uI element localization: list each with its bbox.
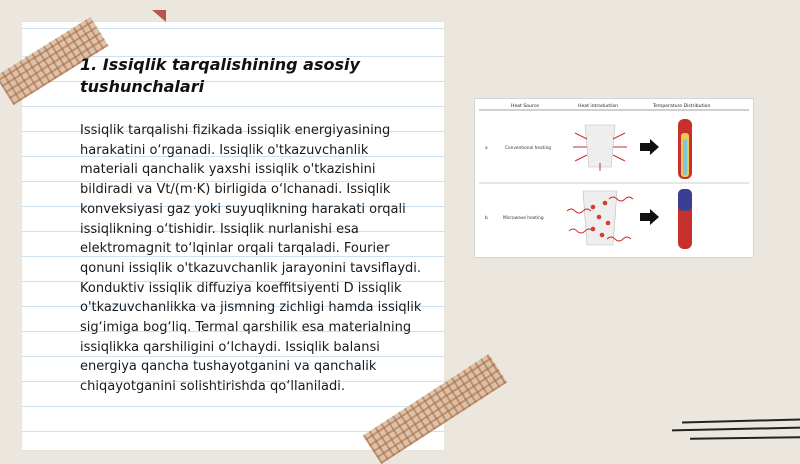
figure-header-source: Heat Source [511, 104, 540, 109]
slide-title: 1. Issiqlik tarqalishining asosiy tushunchalari [80, 55, 360, 96]
arrow-icon-a [640, 139, 659, 155]
conventional-heating-diagram [573, 125, 627, 171]
figure-row-b-label: Microwave heating [503, 216, 544, 221]
slide-body-text: Issiqlik tarqalishi fizikada issiqlik energiyasining harakatini o‘rganadi. Issiqlik o'tkazuvchanlik materiali qanchalik yaxshi issiqlik o'tkazishini bildiradi va Vt/(m·K) birligida o‘lchanadi. Issiqlik konveksiyasi gaz yoki suyuqlikning harakati orqali issiqlikning o‘tishidir. Issiqlik nurlanishi esa elektromagnit to‘lqinlar orqali tarqaladi. Fourier qonuni issiqlik o'tkazuvchanlik jarayonini tavsiflaydi. Konduktiv issiqlik diffuziya koeffitsiyenti D issiqlik o'tkazuvchanlikka va jismning zichligi hamda issiqlik sig‘imiga bog‘liq. Termal qarshilik esa materialning issiqlikka qarshiligini o‘lchaydi. Issiqlik balansi energiya qancha tushayotganini va qanchalik chiqayotganini solishtirishda qo‘llaniladi. [80, 123, 422, 395]
corner-ribbon [152, 10, 166, 22]
figure-row-a-letter: a [485, 146, 488, 151]
figure-row-a-label: Conventional heating [505, 146, 552, 151]
figure-header-distribution: Temperature Distribution [653, 104, 711, 109]
heating-comparison-figure [474, 98, 754, 258]
decorative-line [672, 427, 800, 432]
decorative-line [690, 436, 800, 440]
figure-svg [475, 99, 753, 257]
temperature-tube-a [678, 119, 692, 179]
figure-header-introduction: Heat introduction [578, 104, 619, 109]
decorative-line [682, 418, 800, 423]
arrow-icon-b [640, 209, 659, 225]
temperature-tube-b [678, 189, 692, 249]
microwave-heating-diagram [567, 191, 633, 245]
figure-row-b-letter: b [485, 216, 488, 221]
